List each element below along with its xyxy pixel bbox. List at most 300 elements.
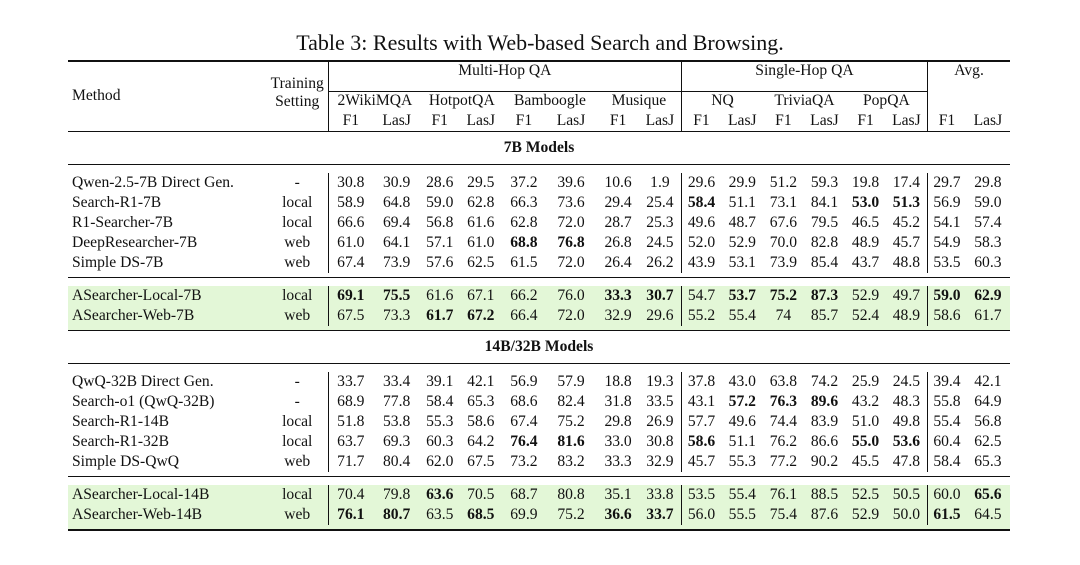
metric-f1-header: F1	[609, 111, 627, 129]
training-header-blank	[266, 111, 328, 131]
spacer	[68, 363, 1010, 372]
score-cell: 63.6	[421, 485, 459, 505]
score-cell: 55.4	[721, 306, 763, 326]
metric-f1-header: F1	[681, 111, 721, 131]
score-cell: 42.1	[974, 372, 1002, 390]
score-cell: 54.1	[928, 213, 966, 233]
score-cell: 58.4	[681, 193, 721, 213]
score-cell: 29.9	[728, 173, 756, 191]
score-cell: 64.5	[966, 505, 1010, 525]
group-header-avg: Avg.	[928, 61, 1010, 91]
score-cell: 29.8	[974, 173, 1002, 191]
score-cell: 61.0	[467, 233, 495, 251]
spacer	[68, 476, 1010, 485]
score-cell: 66.4	[503, 306, 545, 326]
table-row	[68, 306, 1010, 326]
score-cell: 82.4	[557, 392, 585, 410]
score-cell: 48.3	[892, 392, 921, 410]
training-setting: web	[284, 452, 311, 470]
score-cell: 68.6	[510, 392, 538, 410]
score-cell: 29.5	[467, 173, 495, 191]
score-cell: 53.5	[681, 485, 721, 505]
score-cell: 33.0	[604, 432, 632, 450]
score-cell: 61.5	[510, 253, 538, 271]
section-title-row	[68, 330, 1010, 363]
score-cell: 51.3	[892, 193, 921, 211]
score-cell: 59.3	[810, 173, 839, 191]
avg-header-blank	[928, 91, 1010, 111]
score-cell: 43.1	[681, 392, 721, 412]
score-cell: 69.4	[383, 213, 411, 231]
score-cell: 57.1	[426, 233, 454, 251]
score-cell: 65.3	[974, 452, 1002, 470]
score-cell: 59.0	[974, 193, 1002, 211]
table-caption: Table 3: Results with Web-based Search and Browsing.	[296, 30, 784, 55]
score-cell: 72.0	[557, 253, 585, 271]
score-cell: 10.6	[604, 173, 632, 191]
method-name: ASearcher-Local-7B	[68, 286, 266, 306]
score-cell: 60.3	[426, 432, 454, 450]
score-cell: 56.9	[928, 193, 966, 213]
score-cell: 53.0	[851, 193, 880, 211]
score-cell: 32.9	[646, 452, 674, 470]
score-cell: 50.5	[886, 485, 928, 505]
score-cell: 55.3	[426, 412, 454, 430]
score-cell: 45.7	[892, 233, 921, 251]
score-cell: 73.1	[769, 193, 798, 211]
method-name: Search-R1-7B	[72, 193, 162, 211]
score-cell: 17.4	[892, 173, 921, 191]
score-cell: 57.6	[426, 253, 454, 271]
score-cell: 63.5	[421, 505, 459, 525]
training-setting: -	[294, 372, 300, 390]
score-cell: 29.7	[928, 173, 966, 193]
score-cell: 62.0	[426, 452, 454, 470]
score-cell: 51.1	[728, 432, 756, 450]
score-cell: 28.6	[426, 173, 454, 191]
spacer	[68, 164, 1010, 173]
score-cell: 79.8	[373, 485, 421, 505]
score-cell: 72.0	[545, 306, 597, 326]
score-cell: 49.6	[681, 213, 721, 233]
score-cell: 48.9	[851, 233, 880, 251]
score-cell: 33.8	[639, 485, 681, 505]
score-cell: 55.3	[728, 452, 756, 470]
score-cell: 25.9	[851, 372, 880, 390]
score-cell: 66.3	[510, 193, 538, 211]
training-setting: web	[284, 233, 311, 251]
score-cell: 52.4	[846, 306, 886, 326]
score-cell: 74	[763, 306, 803, 326]
score-cell: 24.5	[892, 372, 921, 390]
score-cell: 81.6	[557, 432, 585, 450]
score-cell: 26.8	[604, 233, 632, 251]
score-cell: 88.5	[803, 485, 845, 505]
score-cell: 76.1	[329, 505, 373, 525]
score-cell: 69.1	[329, 286, 373, 306]
score-cell: 37.8	[681, 372, 721, 392]
metric-lasj-header: LasJ	[810, 111, 839, 129]
section-title-row	[68, 131, 1010, 164]
method-name: Search-R1-14B	[72, 412, 170, 430]
score-cell: 67.1	[459, 286, 503, 306]
score-cell: 80.7	[373, 505, 421, 525]
table-row	[68, 485, 1010, 505]
results-table	[68, 60, 1010, 531]
metric-lasj-header: LasJ	[645, 111, 675, 129]
score-cell: 76.1	[763, 485, 803, 505]
score-cell: 57.2	[728, 392, 756, 410]
table-row	[68, 452, 1010, 472]
score-cell: 43.7	[851, 253, 880, 271]
metric-f1-header: F1	[775, 111, 792, 129]
score-cell: 61.6	[421, 286, 459, 306]
score-cell: 67.6	[769, 213, 798, 231]
score-cell: 33.7	[639, 505, 681, 525]
score-cell: 62.9	[966, 286, 1010, 306]
score-cell: 59.0	[928, 286, 966, 306]
score-cell: 36.6	[597, 505, 639, 525]
score-cell: 75.4	[763, 505, 803, 525]
score-cell: 19.8	[851, 173, 880, 191]
section-title: 7B Models	[68, 131, 1010, 164]
score-cell: 32.9	[597, 306, 639, 326]
method-name: Qwen-2.5-7B Direct Gen.	[72, 173, 234, 191]
metric-lasj-header: LasJ	[892, 111, 921, 129]
score-cell: 62.8	[467, 193, 495, 211]
score-cell: 62.5	[467, 253, 495, 271]
section-title: 14B/32B Models	[68, 330, 1010, 363]
score-cell: 67.5	[467, 452, 495, 470]
score-cell: 33.7	[329, 372, 373, 392]
score-cell: 76.4	[510, 432, 538, 450]
score-cell: 57.7	[681, 412, 721, 432]
method-name: Search-R1-32B	[72, 432, 170, 450]
score-cell: 73.3	[373, 306, 421, 326]
score-cell: 61.0	[329, 233, 373, 253]
score-cell: 45.2	[892, 213, 921, 231]
score-cell: 56.0	[681, 505, 721, 525]
score-cell: 61.6	[467, 213, 495, 231]
score-cell: 58.4	[928, 452, 966, 472]
table-row	[68, 392, 1010, 412]
metric-lasj-header: LasJ	[382, 111, 411, 129]
score-cell: 64.1	[383, 233, 411, 251]
score-cell: 52.9	[846, 286, 886, 306]
group-header-singlehop: Single-Hop QA	[681, 61, 927, 91]
score-cell: 52.0	[681, 233, 721, 253]
score-cell: 71.7	[329, 452, 373, 472]
spacer	[68, 277, 1010, 286]
score-cell: 58.6	[467, 412, 495, 430]
score-cell: 19.3	[646, 372, 674, 390]
score-cell: 26.2	[646, 253, 674, 271]
training-setting: web	[266, 505, 328, 525]
score-cell: 31.8	[604, 392, 632, 410]
score-cell: 61.7	[966, 306, 1010, 326]
score-cell: 61.7	[421, 306, 459, 326]
score-cell: 53.6	[892, 432, 921, 450]
score-cell: 48.8	[892, 253, 921, 271]
method-name: Simple DS-7B	[72, 253, 164, 271]
score-cell: 65.6	[966, 485, 1010, 505]
score-cell: 39.4	[928, 372, 966, 392]
table-row	[68, 505, 1010, 525]
score-cell: 53.5	[928, 253, 966, 273]
score-cell: 30.7	[639, 286, 681, 306]
score-cell: 1.9	[650, 173, 670, 191]
score-cell: 76.2	[769, 432, 798, 450]
dataset-header: 2WikiMQA	[329, 91, 421, 111]
score-cell: 55.5	[721, 505, 763, 525]
score-cell: 82.8	[810, 233, 839, 251]
score-cell: 60.3	[974, 253, 1002, 271]
spacer	[68, 525, 1010, 530]
score-cell: 51.1	[728, 193, 756, 211]
score-cell: 75.2	[557, 412, 585, 430]
score-cell: 75.5	[373, 286, 421, 306]
metric-f1-header: F1	[515, 111, 533, 129]
score-cell: 37.2	[510, 173, 538, 191]
score-cell: 56.8	[426, 213, 454, 231]
table-row	[68, 372, 1010, 392]
training-setting: local	[282, 213, 313, 231]
score-cell: 72.0	[557, 213, 585, 231]
score-cell: 70.4	[329, 485, 373, 505]
method-name: ASearcher-Local-14B	[68, 485, 266, 505]
training-setting: local	[266, 286, 328, 306]
method-name: Simple DS-QwQ	[72, 452, 179, 470]
score-cell: 62.5	[974, 432, 1002, 450]
score-cell: 79.5	[810, 213, 839, 231]
score-cell: 52.5	[846, 485, 886, 505]
score-cell: 85.4	[810, 253, 839, 271]
dataset-header: Musique	[597, 91, 681, 111]
score-cell: 66.6	[329, 213, 373, 233]
score-cell: 61.5	[928, 505, 966, 525]
table-row	[68, 233, 1010, 253]
metric-lasj-header: LasJ	[973, 111, 1003, 129]
score-cell: 52.9	[728, 233, 756, 251]
score-cell: 57.9	[557, 372, 585, 390]
table-row	[68, 213, 1010, 233]
score-cell: 33.3	[604, 452, 632, 470]
training-header-line2: Setting	[275, 93, 320, 110]
score-cell: 58.9	[329, 193, 373, 213]
score-cell: 90.2	[810, 452, 839, 470]
method-name: QwQ-32B Direct Gen.	[72, 372, 214, 390]
score-cell: 77.8	[383, 392, 411, 410]
score-cell: 53.1	[728, 253, 756, 271]
score-cell: 49.6	[728, 412, 756, 430]
training-setting: local	[282, 432, 313, 450]
score-cell: 33.3	[597, 286, 639, 306]
score-cell: 39.6	[557, 173, 585, 191]
table-row	[68, 432, 1010, 452]
score-cell: 43.2	[851, 392, 880, 410]
table-row	[68, 193, 1010, 213]
score-cell: 33.4	[383, 372, 411, 390]
score-cell: 49.7	[886, 286, 928, 306]
score-cell: 39.1	[426, 372, 454, 390]
score-cell: 55.8	[928, 392, 966, 412]
score-cell: 76.8	[557, 233, 585, 251]
score-cell: 67.4	[510, 412, 538, 430]
score-cell: 56.9	[510, 372, 538, 390]
score-cell: 60.0	[928, 485, 966, 505]
score-cell: 89.6	[810, 392, 839, 410]
score-cell: 51.2	[769, 173, 798, 191]
training-setting: web	[266, 306, 328, 326]
score-cell: 84.1	[810, 193, 839, 211]
method-name: DeepResearcher-7B	[72, 233, 198, 251]
score-cell: 60.4	[928, 432, 966, 452]
score-cell: 87.3	[803, 286, 845, 306]
table-row	[68, 286, 1010, 306]
score-cell: 26.4	[604, 253, 632, 271]
score-cell: 77.2	[769, 452, 798, 470]
metric-f1-header: F1	[329, 111, 373, 131]
score-cell: 85.7	[803, 306, 845, 326]
dataset-header: Bamboogle	[503, 91, 597, 111]
score-cell: 59.0	[426, 193, 454, 211]
score-cell: 80.8	[545, 485, 597, 505]
score-cell: 73.9	[383, 253, 411, 271]
metric-lasj-header: LasJ	[728, 111, 757, 129]
score-cell: 62.8	[510, 213, 538, 231]
metric-f1-header: F1	[431, 111, 448, 129]
score-cell: 68.8	[510, 233, 538, 251]
score-cell: 43.9	[681, 253, 721, 273]
score-cell: 33.5	[646, 392, 674, 410]
score-cell: 83.9	[810, 412, 839, 430]
score-cell: 57.4	[974, 213, 1002, 231]
dataset-header: HotpotQA	[421, 91, 503, 111]
training-setting: -	[294, 173, 300, 191]
score-cell: 42.1	[467, 372, 495, 390]
score-cell: 35.1	[597, 485, 639, 505]
score-cell: 73.6	[557, 193, 585, 211]
score-cell: 58.6	[681, 432, 721, 452]
score-cell: 86.6	[810, 432, 839, 450]
score-cell: 28.7	[604, 213, 632, 231]
score-cell: 64.8	[383, 193, 411, 211]
score-cell: 43.0	[728, 372, 756, 390]
score-cell: 24.5	[646, 233, 674, 251]
score-cell: 49.8	[892, 412, 921, 430]
score-cell: 53.7	[721, 286, 763, 306]
score-cell: 30.9	[383, 173, 411, 191]
dataset-header: NQ	[681, 91, 763, 111]
score-cell: 64.9	[974, 392, 1002, 410]
metric-f1-header: F1	[928, 111, 966, 131]
score-cell: 67.5	[329, 306, 373, 326]
score-cell: 80.4	[383, 452, 411, 470]
training-setting: local	[282, 193, 313, 211]
table-row	[68, 173, 1010, 193]
method-name: ASearcher-Web-14B	[68, 505, 266, 525]
score-cell: 58.3	[974, 233, 1002, 251]
score-cell: 50.0	[886, 505, 928, 525]
training-setting: local	[266, 485, 328, 505]
training-setting: web	[284, 253, 311, 271]
score-cell: 75.2	[545, 505, 597, 525]
score-cell: 58.6	[928, 306, 966, 326]
score-cell: 18.8	[604, 372, 632, 390]
score-cell: 55.4	[721, 485, 763, 505]
score-cell: 83.2	[557, 452, 585, 470]
method-name: Search-o1 (QwQ-32B)	[72, 392, 215, 410]
table-row	[68, 253, 1010, 273]
score-cell: 55.0	[851, 432, 880, 450]
score-cell: 25.3	[646, 213, 674, 231]
score-cell: 51.8	[329, 412, 373, 432]
method-name: ASearcher-Web-7B	[68, 306, 266, 326]
score-cell: 29.8	[604, 412, 632, 430]
score-cell: 76.3	[769, 392, 798, 410]
score-cell: 74.2	[810, 372, 839, 390]
training-setting: local	[282, 412, 313, 430]
score-cell: 67.4	[329, 253, 373, 273]
score-cell: 58.4	[426, 392, 454, 410]
group-header-multihop: Multi-Hop QA	[329, 61, 682, 91]
score-cell: 53.8	[383, 412, 411, 430]
training-setting-header	[266, 61, 328, 111]
score-cell: 46.5	[851, 213, 880, 231]
score-cell: 63.8	[769, 372, 798, 390]
score-cell: 64.2	[467, 432, 495, 450]
score-cell: 25.4	[646, 193, 674, 211]
score-cell: 63.7	[329, 432, 373, 452]
score-cell: 51.0	[851, 412, 880, 430]
method-name: R1-Searcher-7B	[72, 213, 174, 231]
score-cell: 70.5	[459, 485, 503, 505]
score-cell: 65.3	[467, 392, 495, 410]
dataset-header: PopQA	[846, 91, 928, 111]
score-cell: 48.7	[728, 213, 756, 231]
score-cell: 45.5	[851, 452, 880, 470]
score-cell: 47.8	[892, 452, 921, 470]
score-cell: 76.0	[545, 286, 597, 306]
score-cell: 52.9	[846, 505, 886, 525]
score-cell: 56.8	[974, 412, 1002, 430]
score-cell: 67.2	[459, 306, 503, 326]
score-cell: 29.6	[681, 173, 721, 193]
score-cell: 69.9	[503, 505, 545, 525]
score-cell: 55.4	[928, 412, 966, 432]
score-cell: 55.2	[681, 306, 721, 326]
score-cell: 68.7	[503, 485, 545, 505]
score-cell: 75.2	[763, 286, 803, 306]
table-row	[68, 412, 1010, 432]
score-cell: 73.9	[769, 253, 798, 271]
score-cell: 74.4	[769, 412, 798, 430]
dataset-header: TriviaQA	[763, 91, 845, 111]
score-cell: 54.7	[681, 286, 721, 306]
score-cell: 87.6	[803, 505, 845, 525]
metric-lasj-header: LasJ	[556, 111, 586, 129]
metric-f1-header: F1	[857, 111, 874, 129]
metric-lasj-header: LasJ	[466, 111, 496, 129]
score-cell: 73.2	[510, 452, 538, 470]
score-cell: 45.7	[681, 452, 721, 472]
training-setting: -	[294, 392, 300, 410]
score-cell: 68.9	[329, 392, 373, 412]
score-cell: 29.6	[639, 306, 681, 326]
score-cell: 30.8	[329, 173, 373, 193]
score-cell: 54.9	[928, 233, 966, 253]
score-cell: 68.5	[459, 505, 503, 525]
